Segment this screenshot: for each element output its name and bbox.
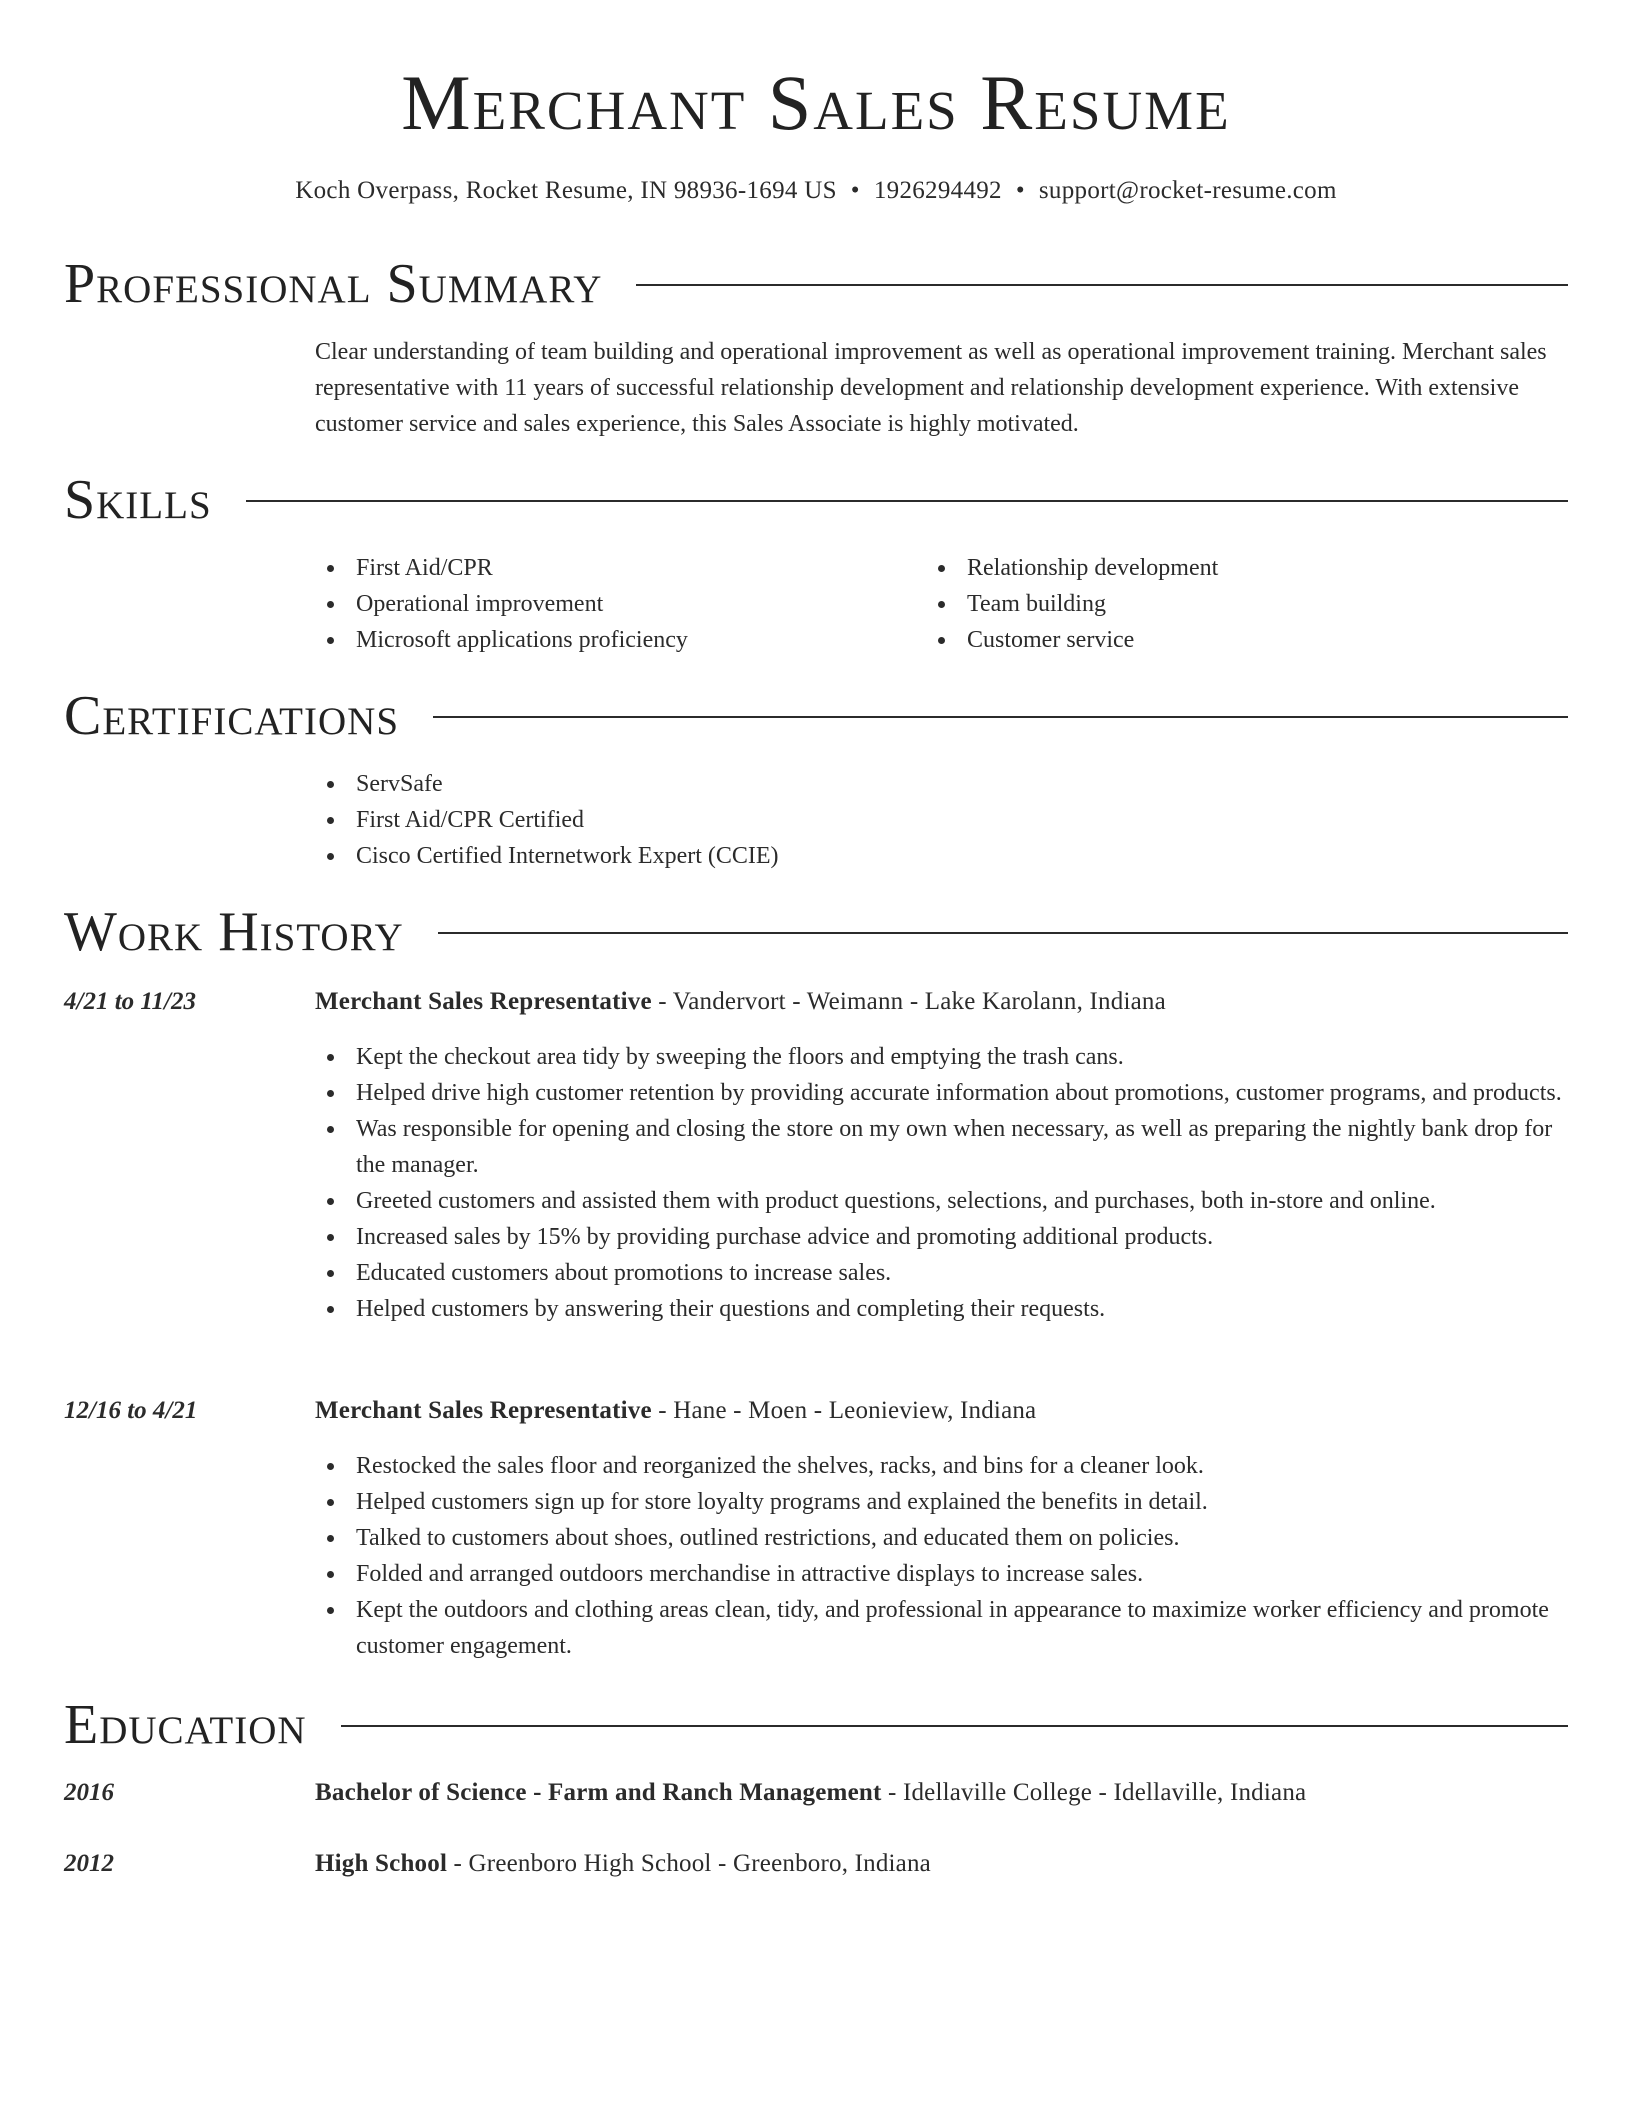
job-heading: [315, 1394, 1568, 1428]
summary-text: Clear understanding of team building and operational improvement as well as operational improvement training. Merchant sales representative with 11 years of successful relationship development and relationship development experience. With extensive customer service and sales experience, this Sales Associate is highly motivated.: [315, 339, 1547, 437]
skill-item: Relationship development: [923, 550, 1563, 586]
skills-list-right: [923, 550, 1563, 658]
responsibility-item: Was responsible for opening and closing the store on my own when necessary, as well as preparing the nightly bank drop for the manager.: [312, 1111, 1568, 1183]
job-heading: [315, 985, 1568, 1019]
skill-item: Operational improvement: [312, 586, 912, 622]
education-entry: [315, 1776, 1568, 1810]
education-year: 2016: [64, 1779, 114, 1806]
skills-section-header: [64, 465, 1568, 535]
summary-heading: Professional Summary: [64, 253, 603, 315]
responsibility-item: Folded and arranged outdoors merchandise in attractive displays to increase sales.: [312, 1556, 1568, 1592]
responsibility-item: Helped customers by answering their questions and completing their requests.: [312, 1291, 1568, 1327]
certifications-heading: Certifications: [64, 685, 400, 747]
section-divider: [341, 1725, 1568, 1727]
skill-item: Customer service: [923, 622, 1563, 658]
certification-item: Cisco Certified Internetwork Expert (CCIE): [312, 838, 1568, 874]
job-dates: 4/21 to 11/23: [64, 988, 196, 1015]
skills-heading: Skills: [64, 469, 212, 531]
education-degree: Bachelor of Science - Farm and Ranch Management: [315, 1779, 882, 1806]
work-history-section-header: [64, 897, 1568, 967]
contact-address: Koch Overpass, Rocket Resume, IN 98936-1694 US: [295, 177, 837, 204]
skills-list-left: [312, 550, 912, 658]
certifications-section-header: [64, 681, 1568, 751]
education-year: 2012: [64, 1850, 114, 1877]
job-dates: 12/16 to 4/21: [64, 1397, 198, 1424]
contact-separator: •: [1015, 177, 1025, 204]
section-divider: [246, 500, 1568, 502]
responsibility-item: Increased sales by 15% by providing purchase advice and promoting additional products.: [312, 1219, 1568, 1255]
responsibility-item: Helped customers sign up for store loyalty programs and explained the benefits in detail.: [312, 1484, 1568, 1520]
section-divider: [636, 284, 1568, 286]
summary-section-header: [64, 249, 1568, 319]
education-heading: Education: [64, 1694, 307, 1756]
skill-item: Team building: [923, 586, 1563, 622]
education-school: - Idellaville College - Idellaville, Indiana: [881, 1779, 1307, 1806]
work-history-heading: Work History: [64, 901, 404, 963]
responsibility-item: Helped drive high customer retention by providing accurate information about promotions, customer programs, and products.: [312, 1075, 1568, 1111]
contact-line: [0, 175, 1632, 207]
responsibility-item: Restocked the sales floor and reorganized the shelves, racks, and bins for a cleaner look.: [312, 1448, 1568, 1484]
job-employer-location: - Vandervort - Weimann - Lake Karolann, Indiana: [651, 988, 1166, 1015]
responsibility-item: Kept the checkout area tidy by sweeping the floors and emptying the trash cans.: [312, 1039, 1568, 1075]
education-section-header: [64, 1690, 1568, 1760]
contact-separator: •: [850, 177, 860, 204]
responsibility-item: Educated customers about promotions to increase sales.: [312, 1255, 1568, 1291]
contact-phone: 1926294492: [873, 177, 1002, 204]
contact-email[interactable]: support@rocket-resume.com: [1038, 177, 1337, 204]
job-responsibilities-list: [312, 1448, 1568, 1664]
certification-item: ServSafe: [312, 766, 1568, 802]
responsibility-item: Kept the outdoors and clothing areas clean, tidy, and professional in appearance to maximize worker efficiency and promote customer engagement.: [312, 1592, 1568, 1664]
responsibility-item: Greeted customers and assisted them with product questions, selections, and purchases, both in-store and online.: [312, 1183, 1568, 1219]
section-divider: [433, 716, 1568, 718]
education-degree: High School: [315, 1850, 448, 1877]
education-school: - Greenboro High School - Greenboro, Indiana: [447, 1850, 931, 1877]
certification-item: First Aid/CPR Certified: [312, 802, 1568, 838]
education-entry: [315, 1847, 1568, 1881]
job-responsibilities-list: [312, 1039, 1568, 1327]
certifications-list: [312, 766, 1568, 874]
responsibility-item: Talked to customers about shoes, outlined restrictions, and educated them on policies.: [312, 1520, 1568, 1556]
job-employer-location: - Hane - Moen - Leonieview, Indiana: [651, 1397, 1037, 1424]
skill-item: First Aid/CPR: [312, 550, 912, 586]
job-title: Merchant Sales Representative: [315, 1397, 652, 1424]
resume-title: Merchant Sales Resume: [401, 59, 1231, 146]
section-divider: [438, 932, 1568, 934]
job-title: Merchant Sales Representative: [315, 988, 652, 1015]
skill-item: Microsoft applications proficiency: [312, 622, 912, 658]
